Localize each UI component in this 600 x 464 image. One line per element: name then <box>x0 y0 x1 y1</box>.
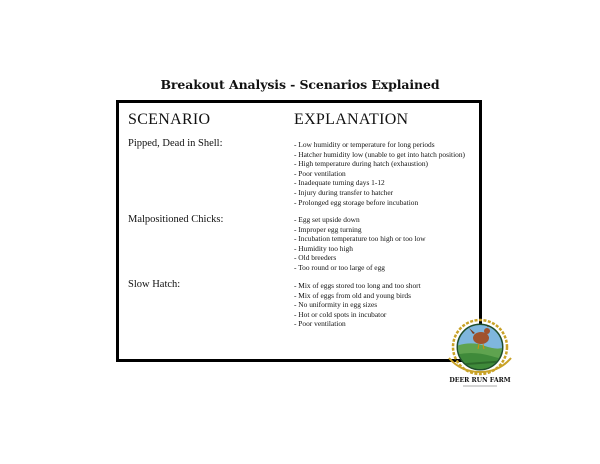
list-item: - Incubation temperature too high or too low <box>294 234 426 244</box>
deer-run-farm-logo <box>441 314 519 392</box>
list-item: - Poor ventilation <box>294 319 346 329</box>
explanation-list-malpositioned <box>294 215 426 273</box>
list-item: - Prolonged egg storage before incubation <box>294 197 419 207</box>
logo-text: DEER RUN FARM <box>449 377 511 384</box>
list-item: - Inadequate turning days 1-12 <box>294 178 385 188</box>
scenario-header: SCENARIO <box>128 111 211 128</box>
list-item: - Hot or cold spots in incubator <box>294 309 387 319</box>
scenario-label-pipped: Pipped, Dead in Shell: <box>128 138 223 149</box>
list-item: - Too round or too large of egg <box>294 262 385 272</box>
list-item: - Humidity too high <box>294 243 353 253</box>
farm-emblem-icon <box>441 314 519 392</box>
explanation-header: EXPLANATION <box>294 111 409 128</box>
scenarios-table <box>116 100 482 362</box>
list-item: - Mix of eggs from old and young birds <box>294 290 412 300</box>
list-item: - Poor ventilation <box>294 168 346 178</box>
list-item: - Old breeders <box>294 253 337 263</box>
scenario-label-slow-hatch: Slow Hatch: <box>128 279 181 290</box>
scenario-label-malpositioned: Malpositioned Chicks: <box>128 214 224 225</box>
list-item: - Mix of eggs stored too long and too short <box>294 281 421 290</box>
list-item: - Injury during transfer to hatcher <box>294 187 394 197</box>
list-item: - Hatcher humidity low (unable to get into hatch position) <box>294 149 465 159</box>
list-item: - High temperature during hatch (exhaustion) <box>294 159 429 169</box>
explanation-list-slow-hatch <box>294 281 421 329</box>
explanation-list-pipped <box>294 140 465 207</box>
list-item: - Improper egg turning <box>294 224 362 234</box>
list-item: - Egg set upside down <box>294 215 360 224</box>
page-title: Breakout Analysis - Scenarios Explained <box>160 77 440 92</box>
list-item: - No uniformity in egg sizes <box>294 300 378 310</box>
list-item: - Low humidity or temperature for long periods <box>294 140 435 149</box>
